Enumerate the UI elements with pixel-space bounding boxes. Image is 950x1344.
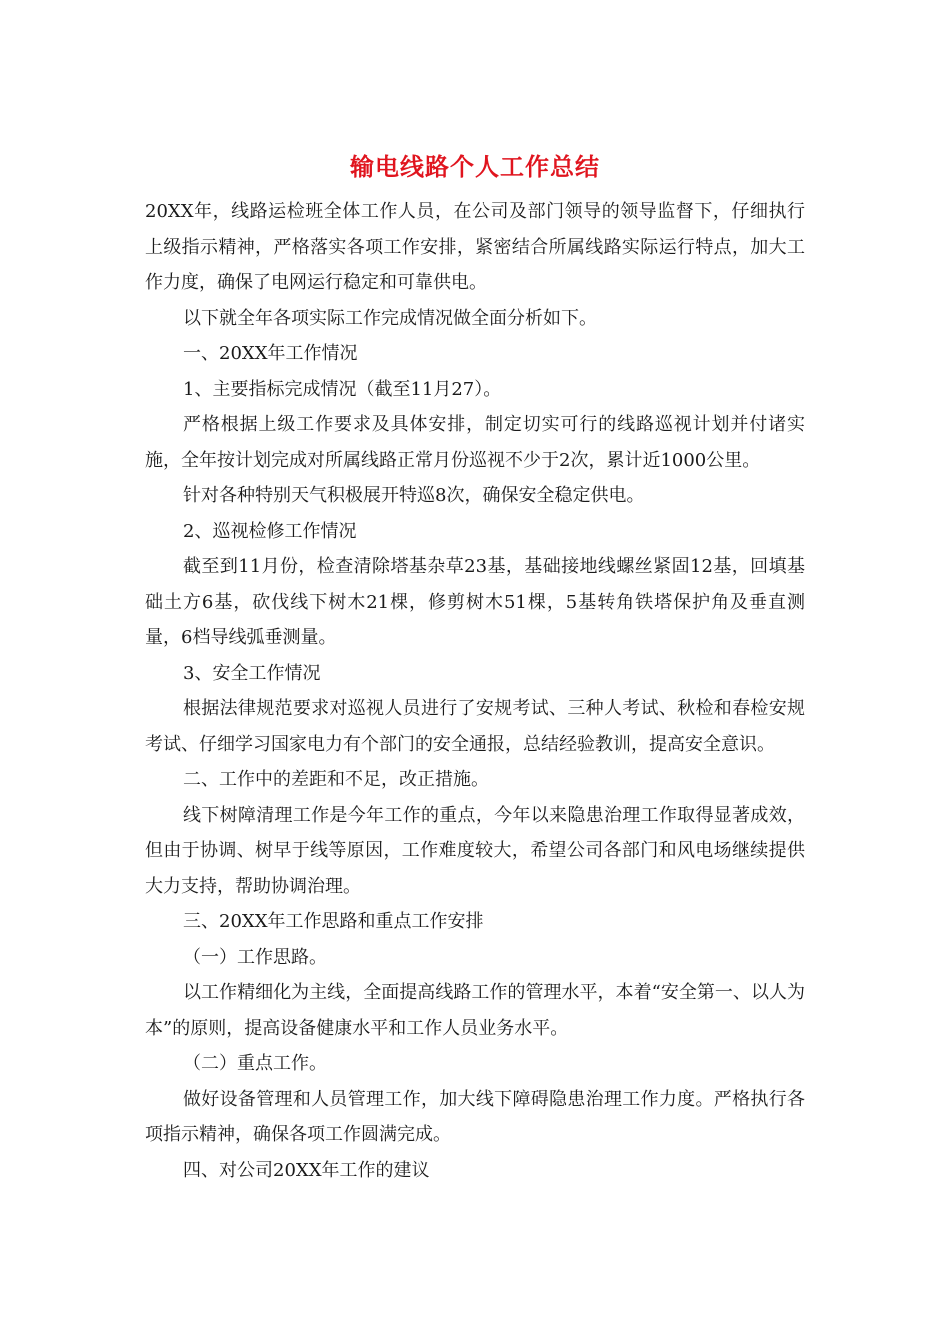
paragraph-key-work: 做好设备管理和人员管理工作，加大线下障碍隐患治理工作力度。严格执行各项指示精神，确保各项工作圆满完成。 bbox=[145, 1088, 805, 1145]
section-heading-1: 一、20XX年工作情况 bbox=[183, 343, 358, 364]
section-heading-2: 二、工作中的差距和不足，改正措施。 bbox=[183, 769, 489, 790]
paragraph-special-patrol: 针对各种特别天气积极展开特巡8次，确保安全稳定供电。 bbox=[183, 485, 645, 506]
subsection-heading-1-3: 3、安全工作情况 bbox=[183, 662, 321, 684]
paragraph-safety: 根据法律规范要求对巡视人员进行了安规考试、三种人考试、秋检和春检安规考试、仔细学习国家电力有个部门的安全通报，总结经验教训，提高安全意识。 bbox=[145, 698, 805, 755]
paragraph-shortcomings: 线下树障清理工作是今年工作的重点，今年以来隐患治理工作取得显著成效，但由于协调、树早于线等原因，工作难度较大，希望公司各部门和风电场继续提供大力支持，帮助协调治理。 bbox=[145, 804, 805, 897]
subsection-heading-3-2: （二）重点工作。 bbox=[183, 1053, 327, 1074]
document-body bbox=[145, 194, 805, 1188]
paragraph-work-approach: 以工作精细化为主线，全面提高线路工作的管理水平，本着“安全第一、以人为本”的原则，提高设备健康水平和工作人员业务水平。 bbox=[145, 982, 805, 1039]
document-title: 输电线路个人工作总结 bbox=[350, 152, 600, 181]
subsection-heading-3-1: （一）工作思路。 bbox=[183, 946, 327, 968]
intro-paragraph: 20XX年，线路运检班全体工作人员，在公司及部门领导的领导监督下，仔细执行上级指示精神，严格落实各项工作安排，紧密结合所属线路实际运行特点，加大工作力度，确保了电网运行稳定和可靠供电。 bbox=[145, 201, 805, 293]
paragraph-patrol-plan: 严格根据上级工作要求及具体安排，制定切实可行的线路巡视计划并付诸实施，全年按计划完成对所属线路正常月份巡视不少于2次，累计近1000公里。 bbox=[145, 414, 805, 471]
section-heading-4: 四、对公司20XX年工作的建议 bbox=[183, 1159, 430, 1181]
subsection-heading-1-1: 1、主要指标完成情况（截至11月27）。 bbox=[183, 378, 502, 400]
paragraph-maintenance: 截至到11月份，检查清除塔基杂草23基，基础接地线螺丝紧固12基，回填基础土方6基，砍伐线下树木21棵，修剪树木51棵，5基转角铁塔保护角及垂直测量，6档导线弧垂测量。 bbox=[145, 556, 805, 648]
subsection-heading-1-2: 2、巡视检修工作情况 bbox=[183, 520, 357, 542]
analysis-intro: 以下就全年各项实际工作完成情况做全面分析如下。 bbox=[183, 307, 597, 329]
section-heading-3: 三、20XX年工作思路和重点工作安排 bbox=[183, 911, 484, 932]
